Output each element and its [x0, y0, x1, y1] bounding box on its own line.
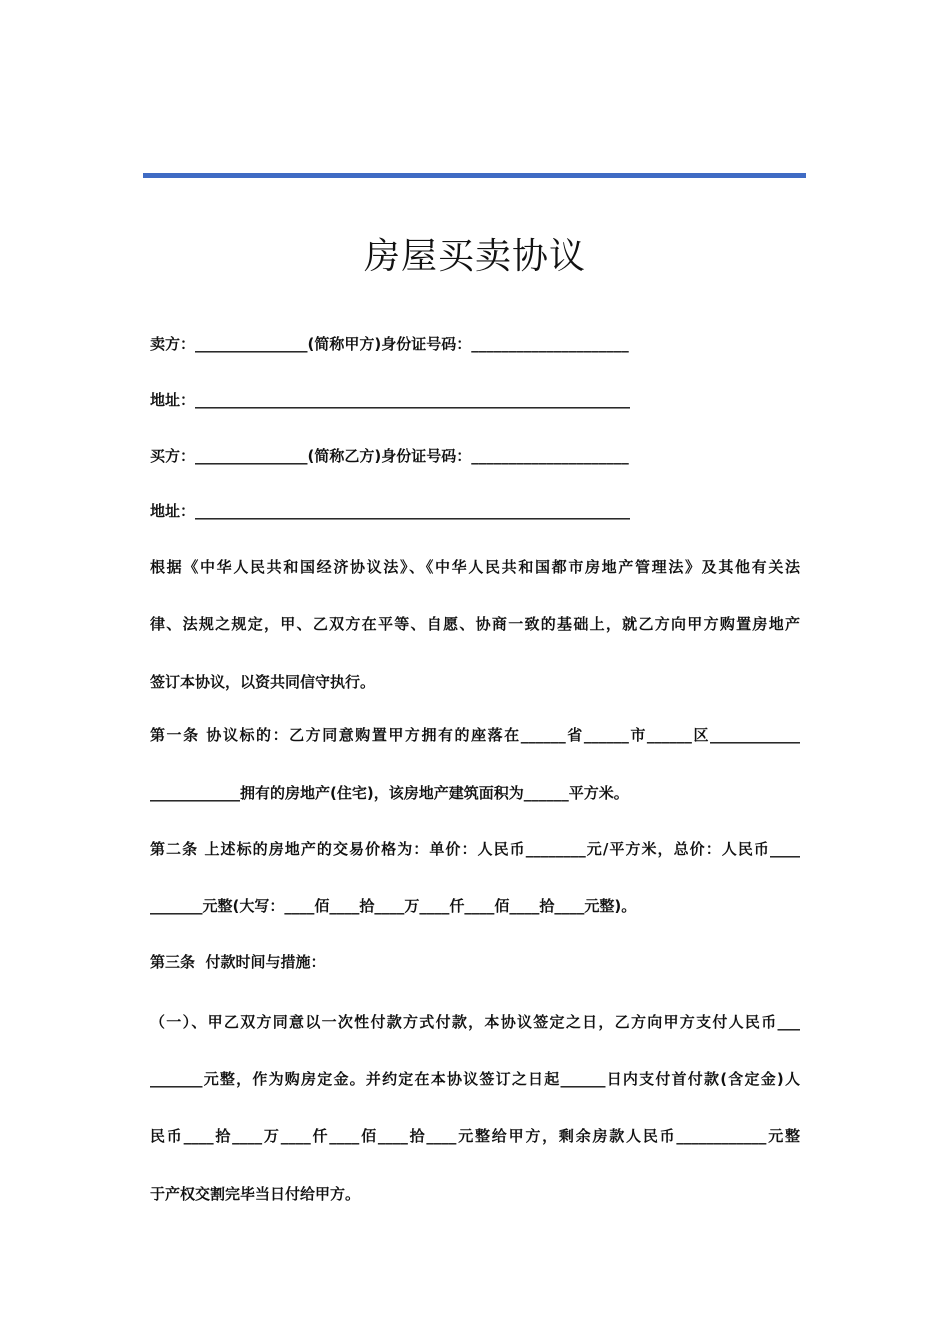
buyer-address-line: 地址：__________________________________________________________ — [150, 502, 631, 520]
article-2-line-2: _______元整(大写：____佰____拾____万____仟____佰____拾____元整)。 — [150, 897, 637, 915]
article-3-item-1-line-1: （一）、甲乙双方同意以一次性付款方式付款，本协议签定之日，乙方向甲方支付人民币___ — [150, 1013, 800, 1031]
article-1-line-1: 第一条 协议标的：乙方同意购置甲方拥有的座落在______省______市______区____________ — [150, 726, 800, 744]
document-title: 房屋买卖协议 — [363, 236, 586, 277]
article-1-line-2: ____________拥有的房地产(住宅)，该房地产建筑面积为______平方米。 — [150, 784, 629, 802]
seller-line: 卖方：_______________(简称甲方)身份证号码：_____________________ — [150, 335, 629, 353]
article-3-item-1-line-2: _______元整，作为购房定金。并约定在本协议签订之日起______日内支付首付款(含定金)人 — [150, 1070, 800, 1088]
header-rule — [143, 173, 806, 178]
preamble-line-3: 签订本协议，以资共同信守执行。 — [150, 673, 376, 691]
seller-address-line: 地址：__________________________________________________________ — [150, 391, 631, 409]
article-3-item-1-line-3: 民币____拾____万____仟____佰____拾____元整给甲方，剩余房款人民币____________元整 — [150, 1127, 800, 1145]
article-3-heading: 第三条 付款时间与措施： — [150, 953, 326, 971]
article-2-line-1: 第二条 上述标的房地产的交易价格为：单价：人民币________元/平方米，总价：人民币____ — [150, 840, 800, 858]
preamble-line-2: 律、法规之规定，甲、乙双方在平等、自愿、协商一致的基础上，就乙方向甲方购置房地产 — [150, 615, 800, 633]
article-3-item-1-line-4: 于产权交割完毕当日付给甲方。 — [150, 1185, 361, 1203]
buyer-line: 买方：_______________(简称乙方)身份证号码：_____________________ — [150, 447, 629, 465]
preamble-line-1: 根据《中华人民共和国经济协议法》、《中华人民共和国都市房地产管理法》及其他有关法 — [150, 558, 800, 576]
